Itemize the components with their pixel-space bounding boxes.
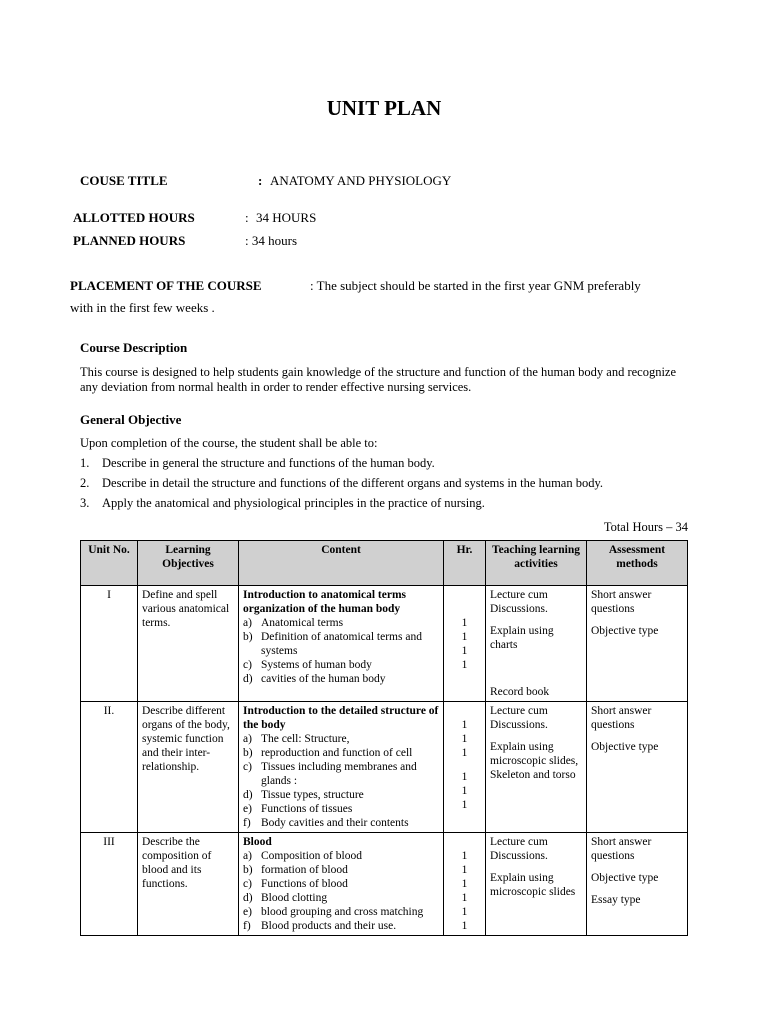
content-item-letter: f) — [243, 920, 251, 932]
hour-value: 1 — [461, 631, 468, 643]
hour-value: 1 — [461, 659, 468, 671]
content-item-text: Blood clotting — [261, 892, 328, 904]
content-item-letter: c) — [243, 761, 252, 773]
content-item — [243, 732, 439, 746]
assessment-cell — [587, 702, 688, 833]
hour-value: 1 — [461, 878, 468, 890]
course-description-text: This course is designed to help students gain knowledge of the structure and function of the human body and recognize any deviation from normal health in order to render effective nursing services. — [80, 365, 677, 394]
content-item-text: Body cavities and their contents — [261, 817, 409, 829]
course-title-label: COUSE TITLE — [80, 173, 168, 188]
hour-value: 1 — [461, 733, 468, 745]
hour-value: 1 — [461, 850, 468, 862]
content-item-text: Functions of blood — [261, 878, 348, 890]
content-item-text: Functions of tissues — [261, 803, 353, 815]
placement-label: PLACEMENT OF THE COURSE — [70, 278, 262, 293]
assessment-method: Objective type — [591, 741, 659, 753]
hour-value: 1 — [461, 719, 468, 731]
unit-plan-table — [80, 540, 688, 936]
content-item-text: Definition of anatomical terms and systems — [261, 631, 422, 657]
content-item-text: Tissue types, structure — [261, 789, 364, 801]
header-content: Content — [239, 541, 444, 586]
planned-hours-label: PLANNED HOURS — [73, 233, 186, 248]
assessment-method: Short answer questions — [591, 589, 652, 615]
content-item-text: The cell: Structure, — [261, 733, 350, 745]
teaching-activity: Explain using microscopic slides, Skeleton and torso — [490, 741, 579, 781]
allotted-hours-separator: : — [245, 210, 249, 225]
objective-number: 3. — [80, 496, 90, 510]
hour-value: 1 — [461, 771, 468, 783]
content-item-text: Composition of blood — [261, 850, 362, 862]
content-item-letter: e) — [243, 803, 252, 815]
hour-value: 1 — [461, 892, 468, 904]
content-item — [243, 877, 439, 891]
teaching-activity: Lecture cum Discussions. — [490, 589, 548, 615]
content-item-letter: a) — [243, 733, 252, 745]
teaching-activity: Explain using charts — [490, 625, 554, 651]
content-item — [243, 802, 439, 816]
objective-text: Apply the anatomical and physiological principles in the practice of nursing. — [102, 496, 485, 510]
content-cell — [239, 702, 444, 833]
hour-value: 1 — [461, 799, 468, 811]
header-learning-objectives: Learning Objectives — [138, 541, 239, 586]
content-item — [243, 891, 439, 905]
hour-value: 1 — [461, 920, 468, 932]
hour-value: 1 — [461, 617, 468, 629]
placement-text-continued: with in the first few weeks . — [70, 300, 215, 315]
content-item-text: cavities of the human body — [261, 673, 386, 685]
general-objective-heading: General Objective — [80, 412, 182, 427]
table-row — [81, 586, 688, 702]
content-item — [243, 788, 439, 802]
general-objective-intro: Upon completion of the course, the student shall be able to: — [80, 436, 378, 450]
content-item-letter: d) — [243, 673, 253, 685]
course-title-separator: : — [258, 173, 263, 188]
content-item — [243, 616, 439, 630]
header-unit-no: Unit No. — [81, 541, 138, 586]
content-title: Introduction to anatomical terms organization of the human body — [243, 589, 407, 615]
content-item-letter: e) — [243, 906, 252, 918]
teaching-activity: Lecture cum Discussions. — [490, 705, 548, 731]
content-item-letter: b) — [243, 747, 253, 759]
header-hours: Hr. — [444, 541, 486, 586]
unit-number: III — [81, 833, 138, 936]
hour-value: 1 — [461, 747, 468, 759]
learning-objectives: Define and spell various anatomical terms. — [138, 586, 239, 702]
allotted-hours-value: 34 HOURS — [256, 210, 317, 225]
course-description-heading: Course Description — [80, 340, 188, 355]
content-item-letter: c) — [243, 659, 252, 671]
teaching-activity: Lecture cum Discussions. — [490, 836, 548, 862]
content-item-text: formation of blood — [261, 864, 348, 876]
content-item — [243, 760, 439, 788]
total-hours: Total Hours – 34 — [603, 520, 688, 534]
placement-text: : The subject should be started in the first year GNM preferably — [310, 278, 641, 293]
content-item-letter: b) — [243, 631, 253, 643]
content-item-letter: c) — [243, 878, 252, 890]
content-item — [243, 658, 439, 672]
learning-objectives: Describe different organs of the body, systemic function and their inter-relationship. — [138, 702, 239, 833]
content-item — [243, 905, 439, 919]
page-title: UNIT PLAN — [326, 96, 442, 120]
assessment-method: Objective type — [591, 625, 659, 637]
hours-cell — [444, 833, 486, 936]
content-item — [243, 849, 439, 863]
planned-hours-value: : 34 hours — [245, 233, 297, 248]
content-item-text: reproduction and function of cell — [261, 747, 413, 759]
allotted-hours-label: ALLOTTED HOURS — [73, 210, 195, 225]
content-item-text: Anatomical terms — [261, 617, 344, 629]
content-cell — [239, 586, 444, 702]
hour-value: 1 — [461, 906, 468, 918]
assessment-cell — [587, 833, 688, 936]
table-row — [81, 833, 688, 936]
content-item-text: Systems of human body — [261, 659, 372, 671]
content-item-text: blood grouping and cross matching — [261, 906, 424, 918]
assessment-method: Short answer questions — [591, 705, 652, 731]
content-item-letter: d) — [243, 892, 253, 904]
content-title: Blood — [243, 836, 272, 848]
teaching-cell — [486, 833, 587, 936]
content-cell — [239, 833, 444, 936]
objective-text: Describe in general the structure and functions of the human body. — [102, 456, 435, 470]
hours-cell — [444, 702, 486, 833]
content-item-letter: f) — [243, 817, 251, 829]
teaching-activity: Record book — [490, 686, 550, 698]
assessment-method: Short answer questions — [591, 836, 652, 862]
hour-value: 1 — [461, 864, 468, 876]
unit-number: II. — [81, 702, 138, 833]
objective-text: Describe in detail the structure and functions of the different organs and systems in the human body. — [102, 476, 604, 490]
assessment-cell — [587, 586, 688, 702]
content-title: Introduction to the detailed structure of the body — [243, 705, 439, 731]
content-item — [243, 816, 439, 830]
table-row — [81, 702, 688, 833]
unit-number: I — [81, 586, 138, 702]
header-assessment-methods: Assessment methods — [587, 541, 688, 586]
content-item-letter: a) — [243, 617, 252, 629]
content-item — [243, 630, 439, 658]
hours-cell — [444, 586, 486, 702]
teaching-activity: Explain using microscopic slides — [490, 872, 576, 898]
content-item — [243, 746, 439, 760]
objective-number: 2. — [80, 476, 90, 490]
content-item-letter: a) — [243, 850, 252, 862]
course-title-value: ANATOMY AND PHYSIOLOGY — [270, 173, 452, 188]
content-item-text: Blood products and their use. — [261, 920, 397, 932]
assessment-method: Essay type — [591, 894, 641, 906]
teaching-cell — [486, 702, 587, 833]
content-item — [243, 863, 439, 877]
hour-value: 1 — [461, 785, 468, 797]
header-teaching-activities: Teaching learning activities — [486, 541, 587, 586]
content-item-letter: d) — [243, 789, 253, 801]
objective-number: 1. — [80, 456, 90, 470]
content-item — [243, 672, 439, 686]
content-item-text: Tissues including membranes and glands : — [261, 761, 417, 787]
hour-value: 1 — [461, 645, 468, 657]
teaching-cell — [486, 586, 587, 702]
table-header-row — [81, 541, 688, 586]
content-item — [243, 919, 439, 933]
learning-objectives: Describe the composition of blood and its functions. — [138, 833, 239, 936]
content-item-letter: b) — [243, 864, 253, 876]
assessment-method: Objective type — [591, 872, 659, 884]
